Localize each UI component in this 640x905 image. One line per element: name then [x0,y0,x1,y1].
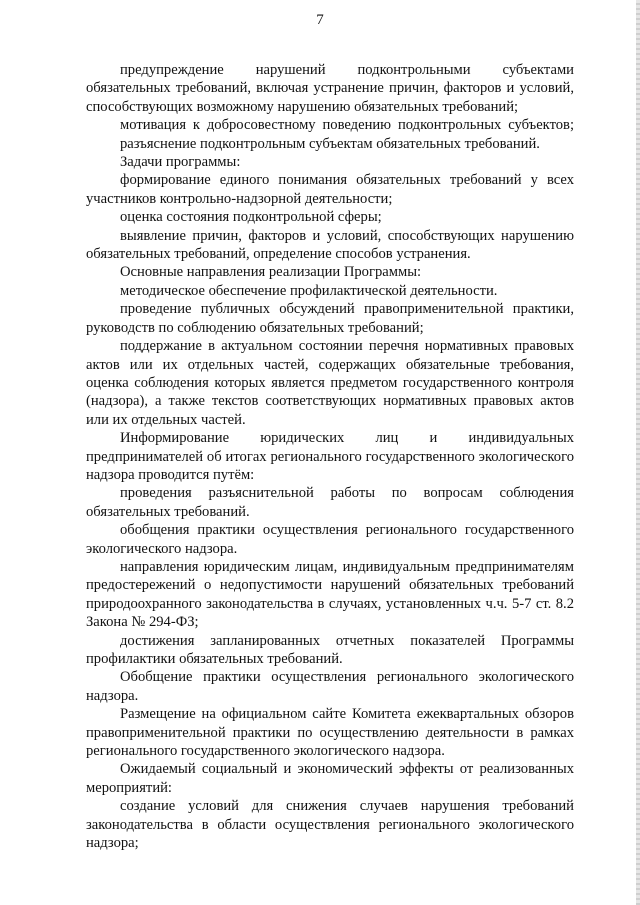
paragraph: Обобщение практики осуществления регионального экологического надзора. [86,669,574,704]
paragraph: Размещение на официальном сайте Комитета ежеквартальных обзоров правоприменительной практики по осуществлению деятельности в рамках регионального государственного экологического надзора. [86,706,574,760]
paragraph: создание условий для снижения случаев нарушения требований законодательства в области осуществления регионального экологического надзора; [86,798,574,852]
paragraph: достижения запланированных отчетных показателей Программы профилактики обязательных требований. [86,632,574,667]
paragraph: предупреждение нарушений подконтрольными субъектами обязательных требований, включая устранение причин, факторов и условий, способствующих возможному нарушению обязательных требований; [86,62,574,115]
paragraph: оценка состояния подконтрольной сферы; [120,209,382,226]
paragraph: направления юридическим лицам, индивидуальным предпринимателям предостережений о недопустимости нарушений обязательных требований природоохранного законодательства в случаях, установленных ч.ч. 5-7 ст. 8.2 Закона № 294-ФЗ; [86,558,574,631]
paragraph: Информирование юридических лиц и индивидуальных предпринимателей об итогах регионального государственного экологического надзора проводится путём: [86,430,574,483]
paragraph: Основные направления реализации Программы: [120,264,422,281]
scan-edge-strip [636,0,640,905]
page-number: 7 [316,12,324,28]
paragraph: проведения разъяснительной работы по вопросам соблюдения обязательных требований. [86,485,574,520]
paragraph: Задачи программы: [120,154,241,171]
paragraph: формирование единого понимания обязательных требований у всех участников контрольно-надзорной деятельности; [86,172,574,207]
document-body [86,61,574,852]
paragraph: проведение публичных обсуждений правоприменительной практики, руководств по соблюдению обязательных требований; [86,301,574,336]
paragraph: Ожидаемый социальный и экономический эффекты от реализованных мероприятий: [86,761,574,796]
paragraph: методическое обеспечение профилактической деятельности. [120,282,498,299]
paragraph: выявление причин, факторов и условий, способствующих нарушению обязательных требований, определение способов устранения. [86,227,574,263]
paragraph: разъяснение подконтрольным субъектам обязательных требований. [120,135,540,152]
paragraph: обобщения практики осуществления регионального государственного экологического надзора. [86,522,574,557]
paragraph: поддержание в актуальном состоянии перечня нормативных правовых актов или их отдельных частей, содержащих обязательные требования, оценка соблюдения которых является предметом государственного контроля (надзора), а также текстов соответствующих нормативных правовых актов или их отдельных частей. [86,338,574,428]
paragraph: мотивация к добросовестному поведению подконтрольных субъектов; [120,117,574,134]
